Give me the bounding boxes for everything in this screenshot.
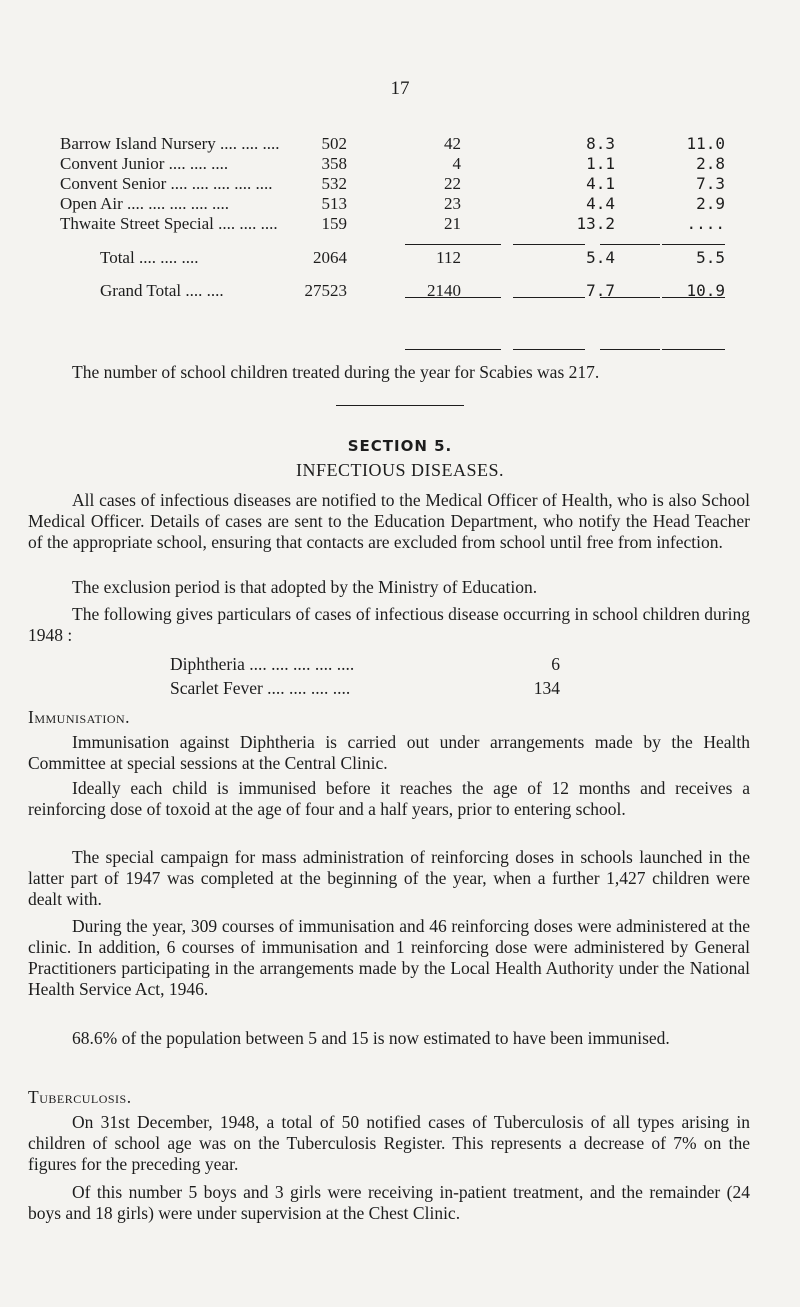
cell-value: 4.4: [586, 194, 615, 213]
disease-name: Scarlet Fever .... .... .... ....: [170, 678, 351, 698]
table-row: [60, 194, 725, 214]
paragraph: The following gives particulars of cases of infectious disease occurring in school children during 1948 :: [28, 604, 750, 645]
cell-value: 42: [444, 134, 461, 153]
cell-value: 2.8: [696, 154, 725, 173]
paragraph: Ideally each child is immunised before it reaches the age of 12 months and receives a reinforcing dose of toxoid at the age of four and a half years, prior to entering school.: [28, 778, 750, 819]
cell-value: 2140: [427, 281, 461, 300]
cell-value: 7.3: [696, 174, 725, 193]
grand-total-row: [60, 281, 725, 301]
list-item: [170, 654, 560, 675]
cell-value: 7.7: [586, 281, 615, 300]
cell-value: 358: [321, 154, 347, 173]
disease-list: [170, 654, 560, 699]
tuberculosis-heading: Tuberculosis.: [28, 1087, 132, 1107]
total-label: Total .... .... ....: [100, 248, 199, 267]
paragraph: All cases of infectious diseases are notified to the Medical Officer of Health, who is also School Medical Officer. Details of cases are sent to the Education Department, who notify the Head Teacher of the appropriate school, ensuring that contacts are excluded from school until free from infection.: [28, 490, 750, 552]
total-row: [60, 248, 725, 268]
immunisation-heading: Immunisation.: [28, 707, 131, 727]
paragraph: The special campaign for mass administration of reinforcing doses in schools launched in the latter part of 1947 was completed at the beginning of the year, when a further 1,427 children were dealt with.: [28, 847, 750, 909]
section-subtitle: INFECTIOUS DISEASES.: [295, 460, 505, 480]
table-rule: [405, 244, 501, 245]
school-name: Barrow Island Nursery .... .... ....: [60, 134, 280, 153]
cell-value: 513: [321, 194, 347, 213]
school-name: Convent Junior .... .... ....: [60, 154, 229, 173]
school-name: Open Air .... .... .... .... ....: [60, 194, 230, 213]
cell-value: 112: [436, 248, 461, 267]
cell-value: 2.9: [696, 194, 725, 213]
disease-count: 134: [533, 678, 560, 698]
cell-value: 10.9: [686, 281, 725, 300]
cell-value: 4.1: [586, 174, 615, 193]
cell-value: 1.1: [586, 154, 615, 173]
cell-value: 27523: [304, 281, 347, 300]
table-row: [60, 154, 725, 174]
section-title: SECTION 5.: [347, 437, 453, 455]
table-rule: [513, 349, 585, 350]
cell-value: 5.4: [586, 248, 615, 267]
paragraph: The exclusion period is that adopted by the Ministry of Education.: [72, 577, 538, 597]
cell-value: 13.2: [576, 214, 615, 233]
school-name: Convent Senior .... .... .... .... ....: [60, 174, 273, 193]
cell-value: 2064: [313, 248, 347, 267]
disease-count: 6: [551, 654, 560, 674]
cell-value: 502: [321, 134, 347, 153]
cell-value: 8.3: [586, 134, 615, 153]
page-number: 17: [390, 78, 410, 99]
cell-value: 22: [444, 174, 461, 193]
table-row: [60, 134, 725, 154]
cell-value: 532: [321, 174, 347, 193]
table-rule: [513, 244, 585, 245]
scabies-paragraph: The number of school children treated during the year for Scabies was 217.: [72, 362, 600, 382]
disease-name: Diphtheria .... .... .... .... ....: [170, 654, 355, 674]
school-name: Thwaite Street Special .... .... ....: [60, 214, 278, 233]
cell-value: 11.0: [686, 134, 725, 153]
paragraph: 68.6% of the population between 5 and 15 is now estimated to have been immunised.: [72, 1028, 670, 1048]
table-rule: [600, 349, 660, 350]
table-row: [60, 214, 725, 234]
list-item: [170, 678, 560, 699]
cell-value: 159: [321, 214, 347, 233]
table-rule: [662, 244, 725, 245]
cell-value: 5.5: [696, 248, 725, 267]
cell-value: 23: [444, 194, 461, 213]
table-row: [60, 174, 725, 194]
paragraph: On 31st December, 1948, a total of 50 notified cases of Tuberculosis of all types arising in children of school age was on the Tuberculosis Register. This represents a decrease of 7% on the figures for the preceding year.: [28, 1112, 750, 1174]
cell-value: 21: [444, 214, 461, 233]
table-rule: [405, 349, 501, 350]
paragraph: Of this number 5 boys and 3 girls were receiving in-patient treatment, and the remainder (24 boys and 18 girls) were under supervision at the Chest Clinic.: [28, 1182, 750, 1223]
table-rule: [662, 349, 725, 350]
paragraph: Immunisation against Diphtheria is carried out under arrangements made by the Health Committee at special sessions at the Central Clinic.: [28, 732, 750, 773]
table-rule: [600, 244, 660, 245]
statistics-table: [60, 134, 725, 301]
cell-value: ....: [686, 214, 725, 233]
cell-value: 4: [452, 154, 461, 173]
grand-total-label: Grand Total .... ....: [100, 281, 224, 300]
section-divider: [336, 405, 464, 406]
paragraph: During the year, 309 courses of immunisation and 46 reinforcing doses were administered at the clinic. In addition, 6 courses of immunisation and 1 reinforcing dose were administered by General Practitioners participating in the arrangements made by the Local Health Authority under the National Health Service Act, 1946.: [28, 916, 750, 999]
